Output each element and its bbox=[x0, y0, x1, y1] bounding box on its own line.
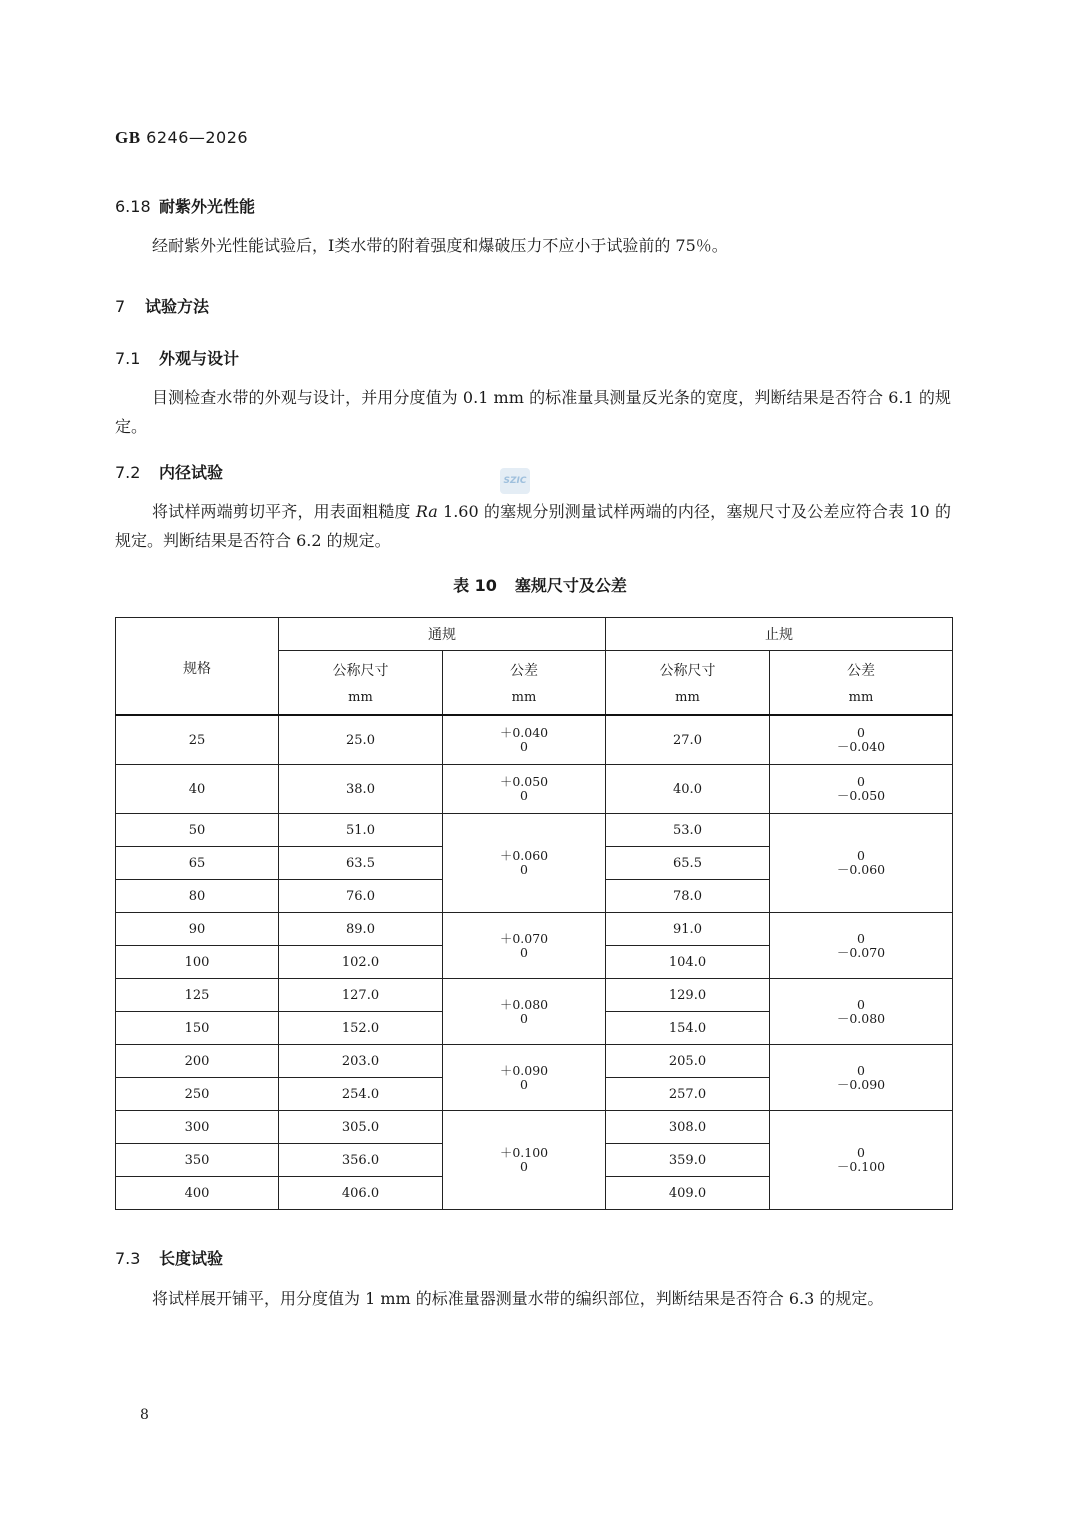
tolerance-upper: ＋0.050 bbox=[499, 774, 549, 789]
cell-nogo-nominal: 65.5 bbox=[606, 847, 770, 880]
tolerance-lower: －0.090 bbox=[836, 1076, 886, 1092]
heading-7-2 bbox=[115, 460, 223, 483]
cell-nogo-tolerance bbox=[770, 979, 953, 1045]
cell-spec: 400 bbox=[116, 1177, 279, 1210]
tolerance-lower: 0 bbox=[520, 1159, 528, 1174]
cell-go-nominal: 127.0 bbox=[279, 979, 443, 1012]
cell-go-nominal: 305.0 bbox=[279, 1111, 443, 1144]
cell-nogo-tolerance bbox=[770, 1045, 953, 1111]
section-number: 6.18 bbox=[115, 197, 151, 216]
paragraph-text: 1.60 的塞规分别测量试样两端的内径，塞规尺寸及公差应符合表 10 的规定。判断结果是否符合 6.2 的规定。 bbox=[115, 502, 951, 550]
tolerance-upper: ＋0.100 bbox=[499, 1145, 549, 1160]
tolerance-upper: ＋0.090 bbox=[499, 1062, 549, 1078]
cell-spec: 50 bbox=[116, 814, 279, 847]
tolerance-upper: ＋0.040 bbox=[499, 725, 549, 740]
cell-spec: 125 bbox=[116, 979, 279, 1012]
tolerance-upper: ＋0.060 bbox=[499, 848, 549, 863]
paragraph-7-2 bbox=[115, 497, 951, 555]
heading-7-1 bbox=[115, 346, 239, 369]
cell-nogo-nominal: 308.0 bbox=[606, 1111, 770, 1144]
tolerance-upper: 0 bbox=[857, 1062, 865, 1078]
table-caption bbox=[0, 573, 1080, 596]
cell-spec: 90 bbox=[116, 913, 279, 946]
cell-nogo-tolerance bbox=[770, 715, 953, 765]
tolerance-upper: 0 bbox=[857, 725, 865, 740]
tolerance-upper: 0 bbox=[857, 1145, 865, 1160]
cell-go-tolerance bbox=[443, 715, 606, 765]
cell-nogo-nominal: 129.0 bbox=[606, 979, 770, 1012]
header-nogo-nominal: 公称尺寸 mm bbox=[606, 651, 770, 716]
section-title: 试验方法 bbox=[145, 297, 210, 316]
cell-go-nominal: 25.0 bbox=[279, 715, 443, 765]
tolerance-lower: 0 bbox=[520, 739, 528, 754]
tolerance-lower: －0.100 bbox=[836, 1159, 886, 1174]
section-title: 耐紫外光性能 bbox=[159, 197, 256, 216]
cell-nogo-nominal: 104.0 bbox=[606, 946, 770, 979]
cell-go-nominal: 102.0 bbox=[279, 946, 443, 979]
cell-nogo-nominal: 91.0 bbox=[606, 913, 770, 946]
cell-nogo-nominal: 409.0 bbox=[606, 1177, 770, 1210]
cell-nogo-nominal: 27.0 bbox=[606, 715, 770, 765]
header-spec: 规格 bbox=[116, 618, 279, 716]
cell-go-nominal: 89.0 bbox=[279, 913, 443, 946]
section-number: 7.2 bbox=[115, 463, 141, 482]
table-row bbox=[116, 979, 953, 1012]
cell-nogo-nominal: 40.0 bbox=[606, 765, 770, 814]
section-title: 外观与设计 bbox=[159, 349, 240, 368]
ra-symbol: Ra bbox=[415, 502, 438, 521]
cell-spec: 350 bbox=[116, 1144, 279, 1177]
cell-go-nominal: 356.0 bbox=[279, 1144, 443, 1177]
tolerance-upper: 0 bbox=[857, 996, 865, 1012]
cell-nogo-nominal: 154.0 bbox=[606, 1012, 770, 1045]
cell-nogo-tolerance bbox=[770, 1111, 953, 1210]
header-go-nominal: 公称尺寸 mm bbox=[279, 651, 443, 716]
standard-prefix: GB bbox=[115, 128, 141, 147]
section-number: 7 bbox=[115, 297, 126, 316]
cell-go-tolerance bbox=[443, 765, 606, 814]
standard-code bbox=[115, 128, 248, 148]
table-row bbox=[116, 913, 953, 946]
watermark-logo: SZIC bbox=[500, 468, 530, 494]
cell-go-tolerance bbox=[443, 1045, 606, 1111]
cell-nogo-nominal: 78.0 bbox=[606, 880, 770, 913]
tolerance-lower: 0 bbox=[520, 788, 528, 803]
header-nogo-tolerance: 公差 mm bbox=[770, 651, 953, 716]
cell-nogo-tolerance bbox=[770, 913, 953, 979]
section-number: 7.1 bbox=[115, 349, 141, 368]
cell-spec: 300 bbox=[116, 1111, 279, 1144]
tolerance-upper: ＋0.080 bbox=[499, 996, 549, 1012]
table-row bbox=[116, 765, 953, 814]
table-row bbox=[116, 814, 953, 847]
header-go-tolerance: 公差 mm bbox=[443, 651, 606, 716]
cell-spec: 65 bbox=[116, 847, 279, 880]
tolerance-lower: 0 bbox=[520, 1010, 528, 1026]
cell-spec: 150 bbox=[116, 1012, 279, 1045]
tolerance-upper: ＋0.070 bbox=[499, 930, 549, 946]
tolerance-lower: －0.040 bbox=[836, 739, 886, 754]
cell-go-tolerance bbox=[443, 913, 606, 979]
cell-nogo-nominal: 205.0 bbox=[606, 1045, 770, 1078]
cell-spec: 100 bbox=[116, 946, 279, 979]
cell-nogo-tolerance bbox=[770, 765, 953, 814]
header-go-gauge: 通规 bbox=[279, 618, 606, 651]
cell-go-tolerance bbox=[443, 814, 606, 913]
cell-nogo-tolerance bbox=[770, 814, 953, 913]
tolerance-upper: 0 bbox=[857, 848, 865, 863]
heading-6-18 bbox=[115, 194, 255, 217]
cell-spec: 40 bbox=[116, 765, 279, 814]
table-title: 塞规尺寸及公差 bbox=[514, 576, 627, 595]
cell-go-nominal: 254.0 bbox=[279, 1078, 443, 1111]
tolerance-lower: －0.050 bbox=[836, 788, 886, 803]
cell-spec: 200 bbox=[116, 1045, 279, 1078]
page-number: 8 bbox=[140, 1407, 149, 1423]
heading-7 bbox=[115, 294, 209, 317]
cell-spec: 80 bbox=[116, 880, 279, 913]
cell-nogo-nominal: 257.0 bbox=[606, 1078, 770, 1111]
cell-nogo-nominal: 359.0 bbox=[606, 1144, 770, 1177]
cell-spec: 25 bbox=[116, 715, 279, 765]
paragraph-7-3: 将试样展开铺平，用分度值为 1 mm 的标准量器测量水带的编织部位，判断结果是否符合 6.3 的规定。 bbox=[152, 1289, 884, 1308]
cell-go-nominal: 203.0 bbox=[279, 1045, 443, 1078]
table-label: 表 10 bbox=[453, 576, 497, 595]
cell-go-tolerance bbox=[443, 1111, 606, 1210]
standard-number: 6246—2026 bbox=[146, 128, 249, 147]
cell-go-nominal: 406.0 bbox=[279, 1177, 443, 1210]
cell-go-nominal: 152.0 bbox=[279, 1012, 443, 1045]
gauge-size-table bbox=[115, 617, 953, 1210]
table-row bbox=[116, 1045, 953, 1078]
tolerance-lower: －0.080 bbox=[836, 1010, 886, 1026]
heading-7-3 bbox=[115, 1246, 223, 1269]
table-body bbox=[116, 715, 953, 1210]
tolerance-lower: 0 bbox=[520, 862, 528, 877]
cell-go-nominal: 51.0 bbox=[279, 814, 443, 847]
section-title: 内径试验 bbox=[159, 463, 224, 482]
section-number: 7.3 bbox=[115, 1249, 141, 1268]
cell-go-nominal: 76.0 bbox=[279, 880, 443, 913]
tolerance-lower: －0.070 bbox=[836, 944, 886, 960]
paragraph-6-18: 经耐紫外光性能试验后，Ⅰ类水带的附着强度和爆破压力不应小于试验前的 75％。 bbox=[152, 236, 728, 255]
cell-go-nominal: 63.5 bbox=[279, 847, 443, 880]
cell-go-nominal: 38.0 bbox=[279, 765, 443, 814]
cell-go-tolerance bbox=[443, 979, 606, 1045]
tolerance-lower: 0 bbox=[520, 944, 528, 960]
table-row bbox=[116, 715, 953, 765]
table-row bbox=[116, 1111, 953, 1144]
tolerance-upper: 0 bbox=[857, 930, 865, 946]
paragraph-7-1: 目测检查水带的外观与设计，并用分度值为 0.1 mm 的标准量具测量反光条的宽度，判断结果是否符合 6.1 的规定。 bbox=[115, 388, 951, 436]
tolerance-lower: －0.060 bbox=[836, 862, 886, 877]
section-title: 长度试验 bbox=[159, 1249, 224, 1268]
tolerance-upper: 0 bbox=[857, 774, 865, 789]
cell-nogo-nominal: 53.0 bbox=[606, 814, 770, 847]
paragraph-text: 将试样两端剪切平齐，用表面粗糙度 bbox=[152, 502, 416, 521]
cell-spec: 250 bbox=[116, 1078, 279, 1111]
tolerance-lower: 0 bbox=[520, 1076, 528, 1092]
header-nogo-gauge: 止规 bbox=[606, 618, 953, 651]
